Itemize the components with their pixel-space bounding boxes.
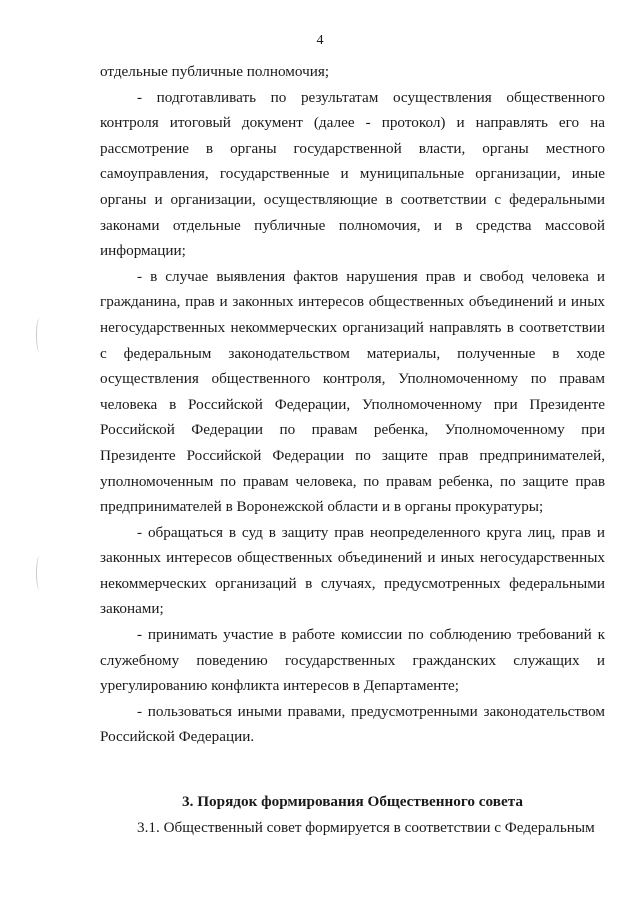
paragraph-other-rights: - пользоваться иными правами, предусмотренными законодательством Российской Федерации. [100, 702, 605, 746]
page-number: 4 [316, 33, 324, 48]
section-first-line: 3.1. Общественный совет формируется в соответствии с Федеральным [137, 819, 595, 836]
paragraph-continuation: отдельные публичные полномочия; [100, 63, 330, 80]
section-heading: 3. Порядок формирования Общественного совета [182, 793, 523, 810]
paragraph-commission: - принимать участие в работе комиссии по соблюдению требований к служебному поведению государственных гражданских служащих и урегулированию конфликта интересов в Департаменте; [100, 626, 605, 695]
paragraph-protocol: - подготавливать по результатам осуществления общественного контроля итоговый документ (далее - протокол) и направлять его на рассмотрение в органы государственной власти, органы местного самоуправления, государственные и муниципальные организации, иные органы и организации, осуществляющие в соответствии с федеральными законами отдельные публичные полномочия, и в средства массовой информации; [100, 88, 605, 260]
section-body [100, 815, 605, 841]
paragraph-court: - обращаться в суд в защиту прав неопределенного круга лиц, прав и законных интересов общественных объединений и иных негосударственных некоммерческих организаций в случаях, предусмотренных федеральными законами; [100, 523, 605, 618]
document-body [100, 59, 605, 750]
punch-hole-mark [36, 318, 43, 352]
paragraph-violations: - в случае выявления фактов нарушения прав и свобод человека и гражданина, прав и законных интересов общественных объединений и иных негосударственных некоммерческих организаций направлять в соответствии с федеральным законодательством материалы, полученные в ходе осуществления общественного контроля, Уполномоченному по правам человека в Российской Федерации, Уполномоченному при Президенте Российской Федерации по правам ребенка, Уполномоченному при Президенте Российской Федерации по защите прав предпринимателей, уполномоченным по правам человека, по правам ребенка, по защите прав предпринимателей в Воронежской области и в органы прокуратуры; [100, 267, 605, 516]
punch-hole-mark [36, 556, 43, 590]
